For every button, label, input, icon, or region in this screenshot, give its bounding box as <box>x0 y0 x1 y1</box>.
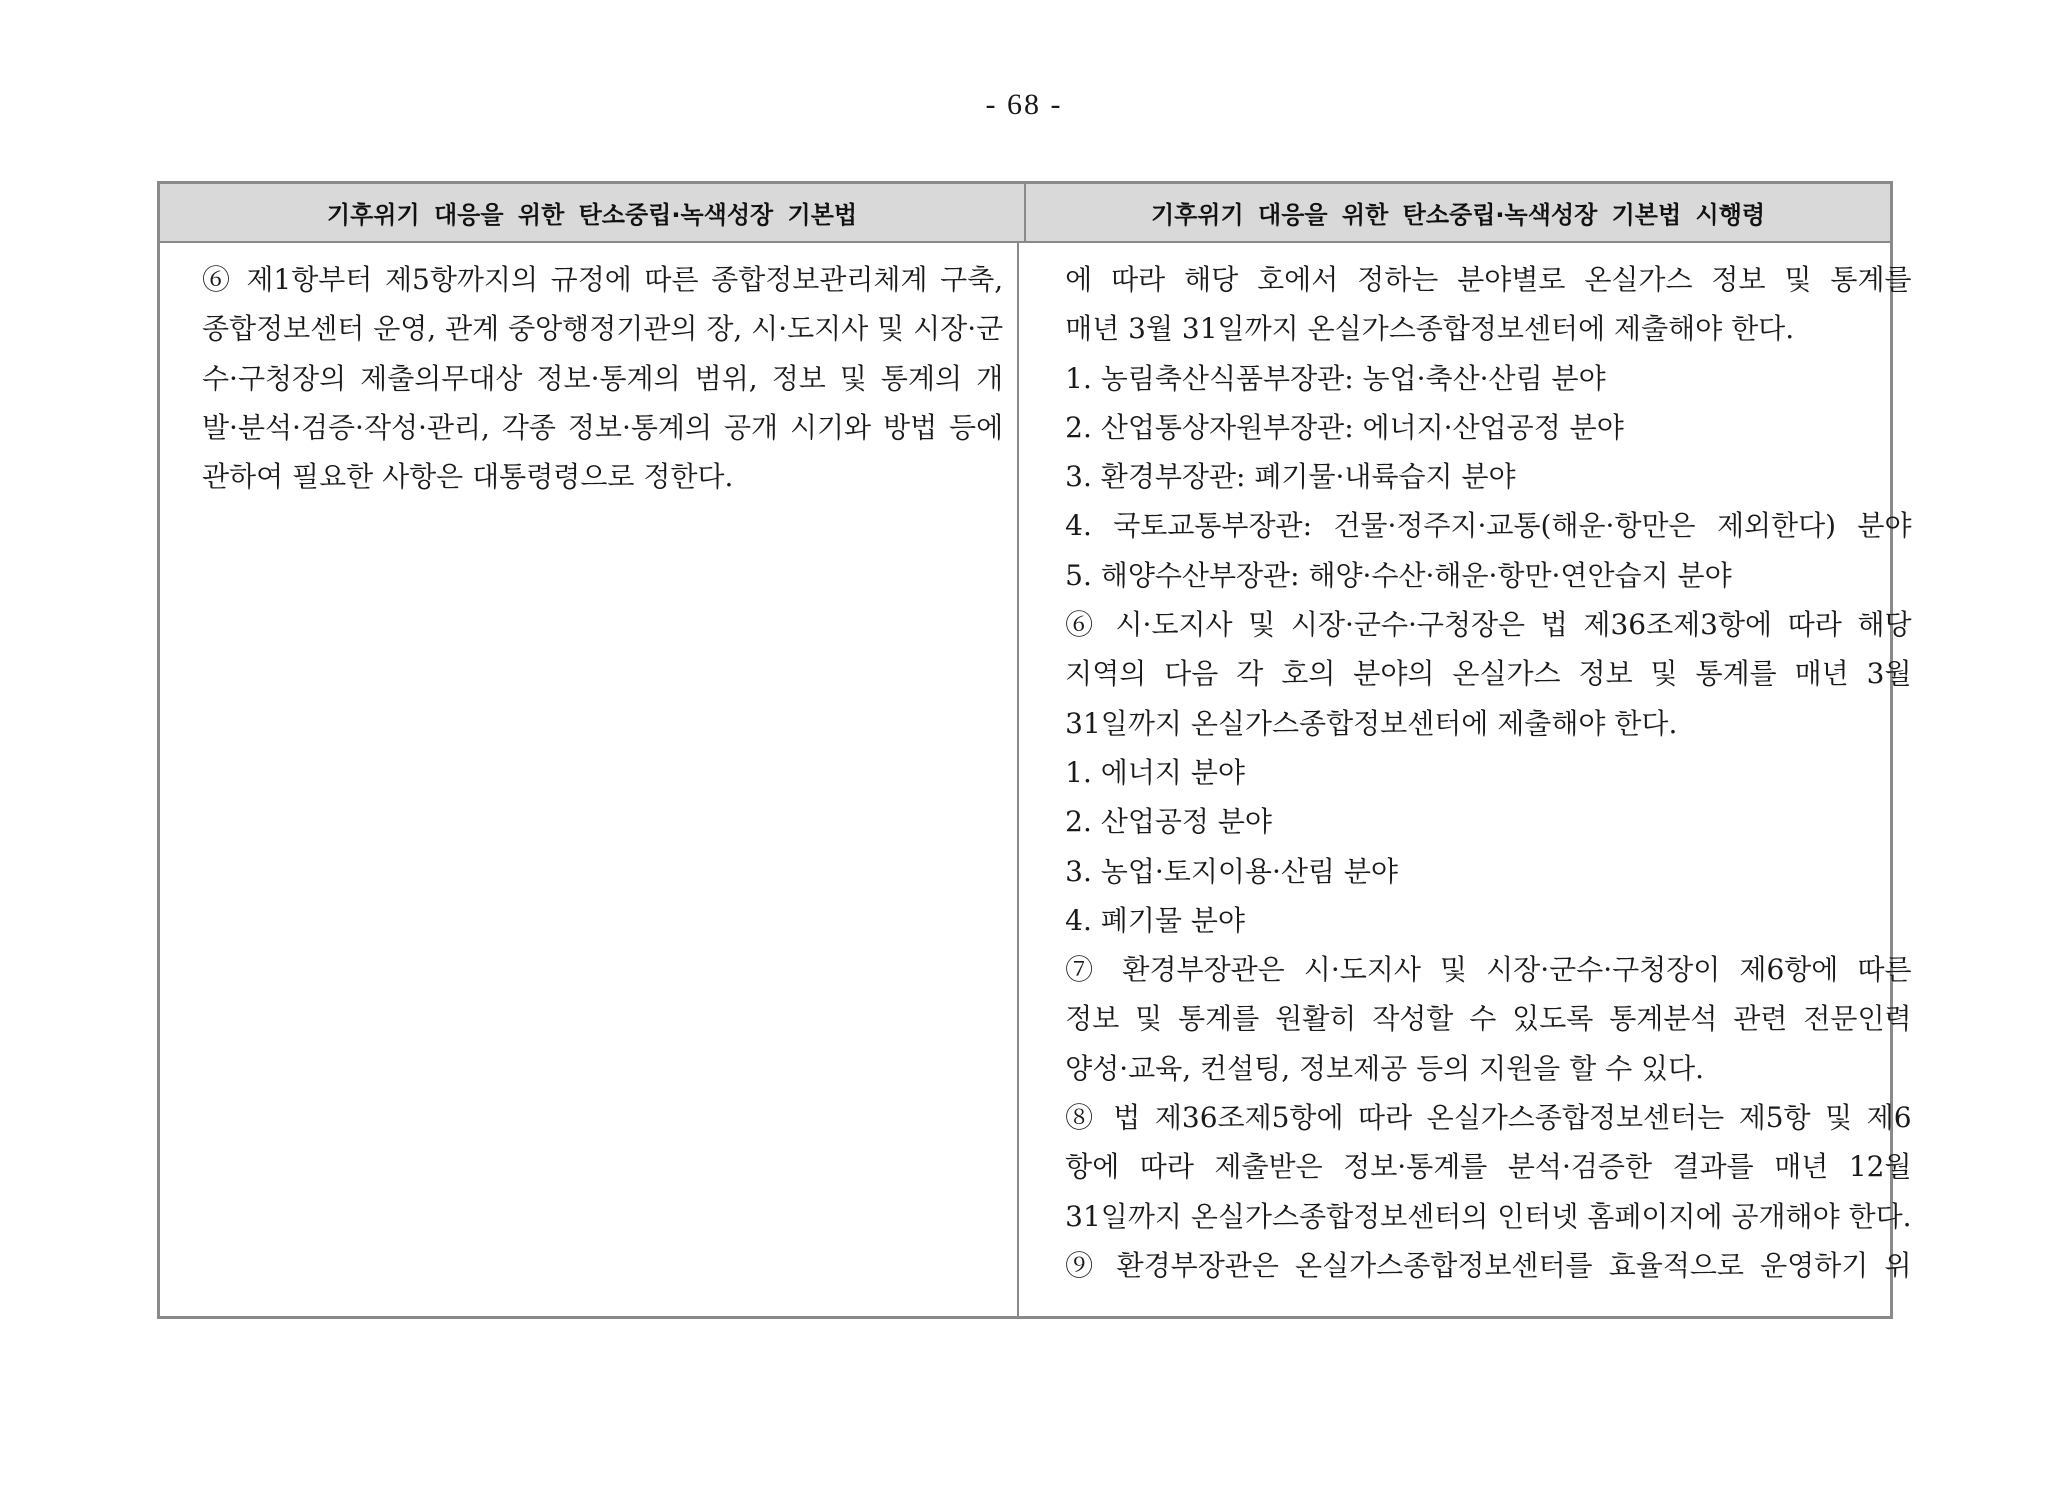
decree-text-line: 4. 국토교통부장관: 건물·정주지·교통(해운·항만은 제외한다) 분야 <box>1065 509 1912 543</box>
decree-text-line: 1. 에너지 분야 <box>1065 755 1245 789</box>
decree-text-cell <box>1019 243 1925 1316</box>
decree-text-line: 31일까지 온실가스종합정보센터의 인터넷 홈페이지에 공개해야 한다. <box>1065 1199 1912 1233</box>
decree-text-line: 4. 폐기물 분야 <box>1065 903 1245 937</box>
decree-text-line: 2. 산업통상자원부장관: 에너지·산업공정 분야 <box>1065 410 1624 444</box>
decree-text-line: 5. 해양수산부장관: 해양·수산·해운·항만·연안습지 분야 <box>1065 558 1732 592</box>
decree-text-line: 양성·교육, 컨설팅, 정보제공 등의 지원을 할 수 있다. <box>1065 1051 1705 1085</box>
act-text-cell <box>160 243 1019 1316</box>
header-act: 기후위기 대응을 위한 탄소중립·녹색성장 기본법 <box>160 184 1026 241</box>
decree-text-line: 2. 산업공정 분야 <box>1065 805 1272 839</box>
decree-text-line: 3. 환경부장관: 폐기물·내륙습지 분야 <box>1065 460 1516 494</box>
decree-text-line: 에 따라 해당 호에서 정하는 분야별로 온실가스 정보 및 통계를 <box>1065 263 1912 296</box>
decree-text-line: 지역의 다음 각 호의 분야의 온실가스 정보 및 통계를 매년 3월 <box>1065 657 1912 691</box>
header-enforcement-decree: 기후위기 대응을 위한 탄소중립·녹색성장 기본법 시행령 <box>1150 201 1766 229</box>
act-text-line: 종합정보센터 운영, 관계 중앙행정기관의 장, 시·도지사 및 시장·군 <box>202 312 1004 346</box>
decree-text-line: 1. 농림축산식품부장관: 농업·축산·산림 분야 <box>1065 361 1606 395</box>
decree-text-line: 31일까지 온실가스종합정보센터에 제출해야 한다. <box>1065 706 1678 740</box>
act-text-line: 관하여 필요한 사항은 대통령령으로 정한다. <box>202 460 734 494</box>
comparison-table <box>157 181 1912 1319</box>
decree-text-line: ⑧ 법 제36조제5항에 따라 온실가스종합정보센터는 제5항 및 제6 <box>1065 1101 1912 1135</box>
decree-text-line: 정보 및 통계를 원활히 작성할 수 있도록 통계분석 관련 전문인력 <box>1065 1002 1912 1036</box>
table-header-row <box>160 184 1890 243</box>
act-text-line: ⑥ 제1항부터 제5항까지의 규정에 따른 종합정보관리체계 구축, <box>202 263 1004 296</box>
table-body-row <box>160 243 1912 1316</box>
page-number: - 68 - <box>985 88 1063 121</box>
decree-text-line: ⑦ 환경부장관은 시·도지사 및 시장·군수·구청장이 제6항에 따른 <box>1065 953 1912 987</box>
act-text-line: 수·구청장의 제출의무대상 정보·통계의 범위, 정보 및 통계의 개 <box>202 361 1004 395</box>
decree-text-line: 매년 3월 31일까지 온실가스종합정보센터에 제출해야 한다. <box>1065 312 1795 346</box>
decree-text-line: ⑥ 시·도지사 및 시장·군수·구청장은 법 제36조제3항에 따라 해당 <box>1065 608 1912 642</box>
decree-text-line: ⑨ 환경부장관은 온실가스종합정보센터를 효율적으로 운영하기 위 <box>1065 1248 1912 1282</box>
decree-text-line: 항에 따라 제출받은 정보·통계를 분석·검증한 결과를 매년 12월 <box>1065 1150 1912 1184</box>
decree-text-line: 3. 농업·토지이용·산림 분야 <box>1065 854 1398 888</box>
act-text-line: 발·분석·검증·작성·관리, 각종 정보·통계의 공개 시기와 방법 등에 <box>202 410 1004 444</box>
